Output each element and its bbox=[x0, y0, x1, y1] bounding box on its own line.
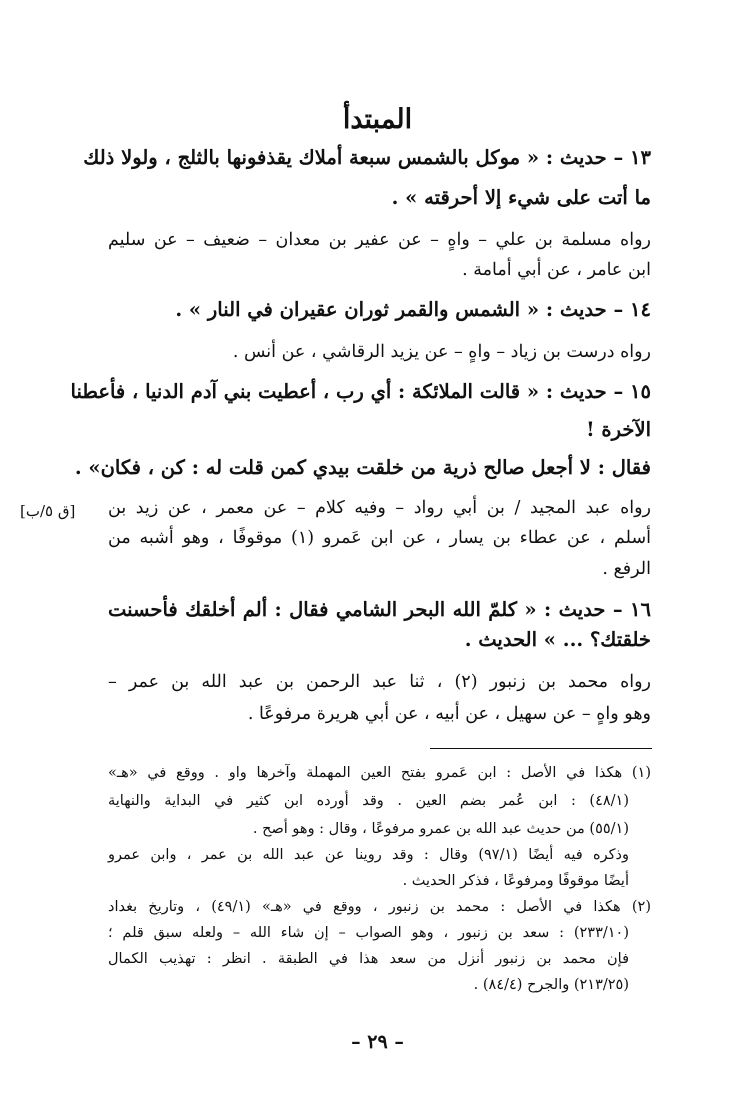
footnote-2-line-4: (٢١٣/٢٥) والجرح (٨٤/٤) . bbox=[473, 977, 629, 993]
hadith-15-line-1: ١٥ – حديث : « قالت الملائكة : أي رب ، أعطيت بني آدم الدنيا ، فأعطنا bbox=[70, 380, 651, 403]
chapter-title: المبتدأ bbox=[342, 104, 413, 135]
footnote-separator bbox=[430, 748, 652, 749]
page-number: – ٢٩ – bbox=[351, 1031, 404, 1053]
hadith-13-line-2: ما أتت على شيء إلا أحرقته » . bbox=[391, 186, 651, 209]
narration-13-line-1: رواه مسلمة بن علي – واهٍ – عن عفير بن معدان – ضعيف – عن سليم bbox=[108, 230, 651, 250]
hadith-16-line-2: خلقتك؟ ... » الحديث . bbox=[464, 628, 651, 651]
narration-15-line-1: رواه عبد المجيد / بن أبي رواد – وفيه كلام – عن معمر ، عن زيد بن bbox=[108, 498, 651, 518]
manuscript-folio-note: [ق ٥/ب] bbox=[20, 502, 76, 520]
footnote-2-line-2: (٢٣٣/١٠) : سعد بن زنبور ، وهو الصواب – إن شاء الله – ولعله سبق قلم ؛ bbox=[108, 925, 629, 941]
narration-13-line-2: ابن عامر ، عن أبي أمامة . bbox=[462, 260, 651, 280]
hadith-16-line-1: ١٦ – حديث : « كلمّ الله البحر الشامي فقال : ألم أخلقك فأحسنت bbox=[108, 598, 651, 621]
narration-16-line-1: رواه محمد بن زنبور (٢) ، ثنا عبد الرحمن بن عبد الله بن عمر – bbox=[108, 672, 651, 692]
narration-15-line-2: أسلم ، عن عطاء بن يسار ، عن ابن عَمرو (١) موقوفًا ، وهو أشبه من bbox=[108, 528, 651, 548]
footnote-2-line-3: فإن محمد بن زنبور أنزل من سعد هذا في الطبقة . انظر : تهذيب الكمال bbox=[108, 951, 629, 967]
footnote-2-line-1: (٢) هكذا في الأصل : محمد بن زنبور ، ووقع في «هـ» (٤٩/١) ، وتاريخ بغداد bbox=[108, 899, 651, 915]
footnote-1-line-4: وذكره فيه أيضًا (٩٧/١) وقال : وقد روينا عن عبد الله بن عمر ، وابن عمرو bbox=[108, 847, 629, 863]
hadith-14-line-1: ١٤ – حديث : « الشمس والقمر ثوران عقيران في النار » . bbox=[175, 298, 651, 321]
hadith-15-line-3: فقال : لا أجعل صالح ذرية من خلقت بيدي كمن قلت له : كن ، فكان» . bbox=[74, 456, 651, 479]
footnote-1-line-3: (٥٥/١) من حديث عبد الله بن عمرو مرفوعًا ، وقال : وهو أصح . bbox=[252, 821, 629, 837]
narration-16-line-2: وهو واهٍ – عن سهيل ، عن أبيه ، عن أبي هريرة مرفوعًا . bbox=[247, 704, 651, 724]
hadith-15-line-2: الآخرة ! bbox=[586, 418, 651, 441]
narration-15-line-3: الرفع . bbox=[602, 559, 651, 579]
footnote-1-line-1: (١) هكذا في الأصل : ابن عَمرو بفتح العين المهملة وآخرها واو . ووقع في «هـ» bbox=[108, 765, 651, 781]
footnote-1-line-5: أيضًا موقوفًا ومرفوعًا ، فذكر الحديث . bbox=[402, 873, 629, 889]
hadith-13-line-1: ١٣ – حديث : « موكل بالشمس سبعة أملاك يقذفونها بالثلج ، ولولا ذلك bbox=[83, 146, 651, 169]
footnote-1-line-2: (٤٨/١) : ابن عُمر بضم العين . وقد أورده ابن كثير في البداية والنهاية bbox=[108, 793, 629, 809]
narration-14-line-1: رواه درست بن زياد – واهٍ – عن يزيد الرقاشي ، عن أنس . bbox=[232, 342, 651, 362]
